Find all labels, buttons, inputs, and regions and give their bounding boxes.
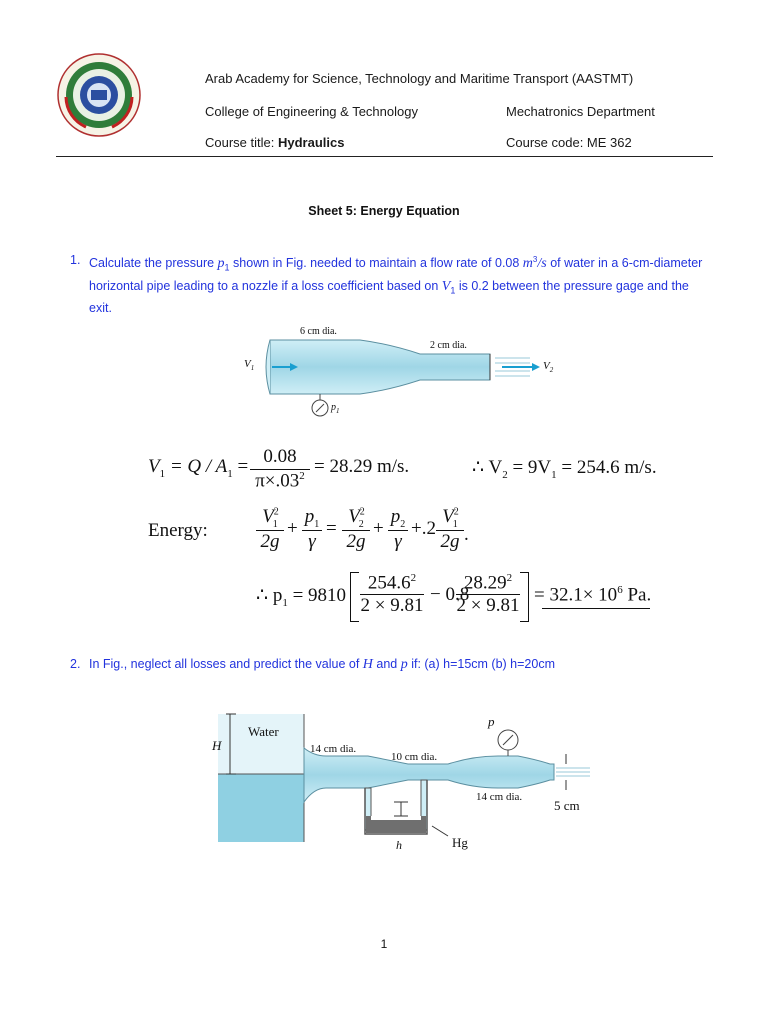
- solution-line-1: $V_1 = Q / A_1$ =: [148, 456, 249, 480]
- energy-label: Energy:: [148, 520, 208, 541]
- problem-2-text: In Fig., neglect all losses and predict the value of H and p if: (a) h=15cm (b) h=20cm: [89, 657, 555, 672]
- aastmt-logo: [56, 52, 142, 138]
- solution-v1-result: = 28.29 m/s.: [314, 456, 410, 477]
- page-number: 1: [380, 937, 388, 951]
- course-title-label: Course title:: [205, 135, 278, 150]
- course-title: [205, 135, 344, 150]
- fig2-h-label: h: [396, 838, 402, 852]
- problem-2-number: 2.: [70, 657, 81, 671]
- problem-1-text: Calculate the pressure $p_1$ shown in Fig. needed to maintain a flow rate of 0.08 $m^3/s$ of water in a 6-cm-diameter horizontal pipe leading to a nozzle if a loss coefficient based on $V_1$ is 0.2 between the pressure gage and the exit.: [89, 255, 703, 316]
- figure-2-tank-venturi: [212, 708, 598, 858]
- course-title-value: Hydraulics: [277, 135, 345, 150]
- sheet-title: Sheet 5: Energy Equation: [308, 204, 460, 218]
- college-name: College of Engineering & Technology: [205, 104, 418, 119]
- fig2-H-label: H: [212, 738, 222, 753]
- pressure-result: ∴ $p_1 = 9810$ 254.6$^2$ 2 × 9.81 − 0.8 28.29$^2$ 2 × 9.81 = $32.1\times 10^6$ Pa.: [256, 570, 676, 624]
- course-code: Course code: ME 362: [506, 135, 632, 150]
- solution-v2-result: ∴ $V_2 = 9V_1 = 254.6$ m/s.: [472, 457, 657, 481]
- solution-fraction: 0.08 $\pi\times.03^2$: [250, 446, 310, 492]
- figure-1-nozzle: [240, 322, 560, 422]
- problem-1-number: 1.: [70, 253, 81, 267]
- energy-equation: $V^2_1$ 2g + $p_1$ γ = $V^2_2$ 2g + $p_2$ γ +.2 $V^2_1$ 2g .: [256, 506, 476, 556]
- fig2-dia-14cm-left: 14 cm dia.: [310, 743, 357, 755]
- fig1-dia-6cm: 6 cm dia.: [300, 326, 337, 337]
- department-name: Mechatronics Department: [506, 104, 655, 119]
- fig1-dia-2cm: 2 cm dia.: [430, 340, 467, 351]
- fig2-p-label: p: [488, 714, 495, 729]
- fig1-v2-label: $V_2$: [543, 360, 554, 375]
- institution-name: Arab Academy for Science, Technology and Maritime Transport (AASTMT): [205, 71, 634, 86]
- fig2-5cm-label: 5 cm: [554, 798, 580, 813]
- fig1-p1-label: $p_1$: [331, 402, 340, 415]
- fig2-water-label: Water: [248, 724, 279, 739]
- fig1-v1-label: $V_1$: [244, 358, 255, 373]
- fig2-dia-14cm-right: 14 cm dia.: [476, 791, 523, 803]
- header-divider: [56, 156, 713, 157]
- fig2-dia-10cm: 10 cm dia.: [391, 751, 438, 763]
- fig2-hg-label: Hg: [452, 835, 468, 850]
